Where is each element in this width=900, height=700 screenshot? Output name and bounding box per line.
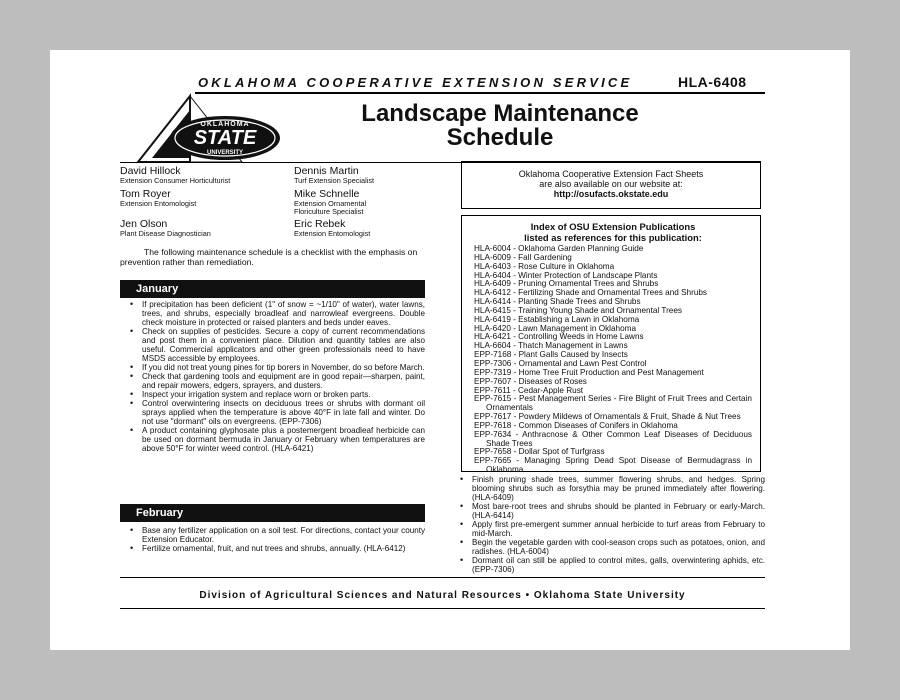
index-heading-1: Index of OSU Extension Publications xyxy=(530,221,696,232)
january-item: • Inspect your irrigation system and replace worn or broken parts. xyxy=(120,390,425,399)
document-title xyxy=(290,102,710,150)
osu-logo xyxy=(130,88,280,166)
february-item: • Dormant oil can still be applied to control mites, galls, overwintering aphids, etc. (EPP-7306) xyxy=(450,556,765,574)
author-5 xyxy=(294,189,366,216)
publication-item: HLA-6009 - Fall Gardening xyxy=(474,252,572,262)
january-list xyxy=(120,300,425,453)
publication-item: HLA-6404 - Winter Protection of Landscape Plants xyxy=(474,270,658,280)
author-role: Extension Entomologist xyxy=(294,229,371,238)
january-item: • Check on supplies of pesticides. Secure a copy of current recommendations and post them in a convenient place. Dilution and quantity tables are also useful. Commercial applicators and other green professionals need to have MSDS accessible by employees. xyxy=(120,327,425,363)
january-item: • If precipitation has been deficient (1" of snow = ~1/10" of water), water lawns, trees, and shrubs, especially broadleaf and narrowleaf evergreens. Double check moisture in protected or raised planters and beds under eaves. xyxy=(120,300,425,327)
intro-paragraph: The following maintenance schedule is a checklist with the emphasis on prevention rather than remediation. xyxy=(120,247,418,267)
publication-item: EPP-7665 - Managing Spring Dead Spot Disease of Bermudagrass in Oklahoma xyxy=(474,456,752,475)
author-name: Mike Schnelle xyxy=(294,188,360,200)
author-role: Extension Ornamental xyxy=(294,199,367,208)
february-list xyxy=(120,526,425,553)
publication-item: HLA-6409 - Pruning Ornamental Trees and Shrubs xyxy=(474,279,659,289)
footer-rule-top xyxy=(120,577,765,578)
january-item: • Check that gardening tools and equipment are in good repair—sharpen, paint, and repair mowers, edgers, sprayers, and dusters. xyxy=(120,372,425,390)
february-item: • Fertilize ornamental, fruit, and nut trees and shrubs, annually. (HLA-6412) xyxy=(120,544,425,553)
title-line-1: Landscape Maintenance xyxy=(361,100,639,127)
index-heading-2: listed as references for this publication: xyxy=(524,232,702,243)
february-item: • Begin the vegetable garden with cool-season crops such as potatoes, onion, and radishes. (HLA-6004) xyxy=(450,538,765,556)
author-role-2: Floriculture Specialist xyxy=(294,207,364,216)
author-3 xyxy=(120,219,211,238)
february-item: • Finish pruning shade trees, summer flowering shrubs, and hedges. Spring blooming shrubs such as forsythia may be pruned immediately after flowering. (HLA-6409) xyxy=(450,475,765,502)
february-item: • Apply first pre-emergent summer annual herbicide to turf areas from February to mid-March. xyxy=(450,520,765,538)
header-rule xyxy=(195,92,765,94)
january-heading: January xyxy=(120,280,425,298)
author-role: Turf Extension Specialist xyxy=(294,176,375,185)
publication-item: HLA-6403 - Rose Culture in Oklahoma xyxy=(474,261,615,271)
author-1 xyxy=(120,166,230,185)
fact-sheets-box xyxy=(461,161,761,209)
author-role: Extension Consumer Horticulturist xyxy=(120,176,231,185)
publication-code: HLA-6408 xyxy=(678,74,747,90)
publication-item: EPP-7319 - Home Tree Fruit Production and Pest Management xyxy=(474,367,704,377)
publication-item: HLA-6420 - Lawn Management in Oklahoma xyxy=(474,323,637,333)
author-4 xyxy=(294,166,374,185)
author-6 xyxy=(294,219,370,238)
february-item: • Base any fertilizer application on a soil test. For directions, contact your county Extension Educator. xyxy=(120,526,425,544)
publication-item: HLA-6419 - Establishing a Lawn in Oklahoma xyxy=(474,314,640,324)
author-name: Tom Royer xyxy=(120,188,171,200)
publication-item: EPP-7615 - Pest Management Series - Fire Blight of Fruit Trees and Certain Ornamentals xyxy=(474,394,752,413)
publication-item: HLA-6415 - Training Young Shade and Ornamental Trees xyxy=(474,305,683,315)
author-2 xyxy=(120,189,196,208)
publication-item: HLA-6004 - Oklahoma Garden Planning Guide xyxy=(474,244,644,253)
logo-state-text: STATE xyxy=(193,127,257,149)
author-name: Dennis Martin xyxy=(294,165,359,177)
fact-box-line-1: Oklahoma Cooperative Extension Fact Sheets xyxy=(518,169,704,179)
january-item: • A product containing glyphosate plus a postemergent broadleaf herbicide can be used on dormant bermuda in January or February when temperatures are above 50°F for winter weed control. (HLA-6421) xyxy=(120,426,425,453)
publication-item: HLA-6421 - Controlling Weeds in Home Lawns xyxy=(474,332,644,342)
publication-item: EPP-7618 - Common Diseases of Conifers in Oklahoma xyxy=(474,420,678,430)
author-name: David Hillock xyxy=(120,165,181,177)
footer-text: Division of Agricultural Sciences and Natural Resources • Oklahoma State University xyxy=(199,590,686,601)
publication-item: EPP-7617 - Powdery Mildews of Ornamentals & Fruit, Shade & Nut Trees xyxy=(474,412,741,422)
publication-item: EPP-7607 - Diseases of Roses xyxy=(474,376,587,386)
fact-box-line-2: are also available on our website at: xyxy=(539,179,683,189)
publication-item: HLA-6414 - Planting Shade Trees and Shrubs xyxy=(474,297,641,307)
author-name: Jen Olson xyxy=(120,218,168,230)
footer-rule-bottom xyxy=(120,608,765,609)
author-role: Extension Entomologist xyxy=(120,199,197,208)
publication-item: EPP-7611 - Cedar-Apple Rust xyxy=(474,385,584,395)
february-item: • Most bare-root trees and shrubs should be planted in February or early-March. (HLA-6414) xyxy=(450,502,765,520)
january-item: • Control overwintering insects on deciduous trees or shrubs with dormant oil sprays applied when the temperature is above 40°F in late fall and winter. Do not use "dormant" oils on evergreens. (EPP-7306) xyxy=(120,399,425,426)
publication-item: EPP-7634 - Anthracnose & Other Common Leaf Diseases of Deciduous Shade Trees xyxy=(474,429,752,448)
publication-item: EPP-7658 - Dollar Spot of Turfgrass xyxy=(474,447,605,457)
title-line-2: Schedule xyxy=(446,124,554,151)
fact-box-url[interactable]: http://osufacts.okstate.edu xyxy=(553,189,669,199)
publication-item: EPP-7306 - Ornamental and Lawn Pest Control xyxy=(474,358,647,368)
january-item: • If you did not treat young pines for tip borers in November, do so before March. xyxy=(120,363,425,372)
publication-list xyxy=(474,245,752,475)
logo-oklahoma-text: OKLAHOMA xyxy=(200,121,250,128)
author-role: Plant Disease Diagnostician xyxy=(120,229,211,238)
author-name: Eric Rebek xyxy=(294,218,346,230)
february-heading: February xyxy=(120,504,425,522)
publication-item: HLA-6604 - Thatch Management in Lawns xyxy=(474,341,628,351)
document-page xyxy=(50,50,850,650)
february-continued-list xyxy=(450,475,765,574)
publication-item: EPP-7168 - Plant Galls Caused by Insects xyxy=(474,350,628,360)
extension-service-header: OKLAHOMA COOPERATIVE EXTENSION SERVICE xyxy=(198,75,633,90)
publication-index-box xyxy=(461,215,761,475)
publication-item: HLA-6412 - Fertilizing Shade and Ornamental Trees and Shrubs xyxy=(474,288,708,298)
logo-university-text: UNIVERSITY xyxy=(206,150,244,156)
